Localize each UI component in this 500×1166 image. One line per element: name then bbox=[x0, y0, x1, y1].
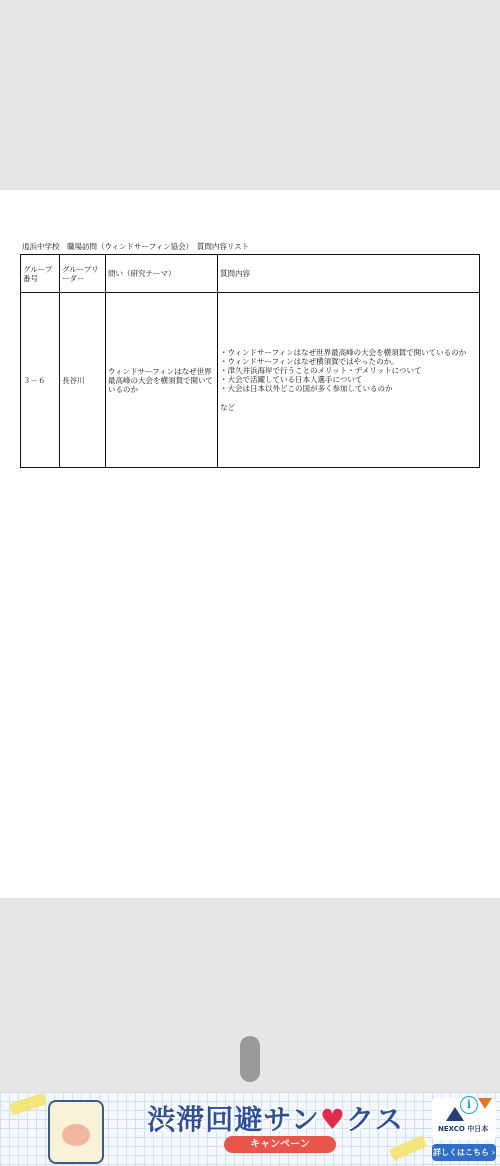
header-group-leader: グループリーダー bbox=[60, 255, 106, 293]
cell-group-number: ３－６ bbox=[21, 293, 60, 468]
question-item: ・大会で活躍している日本人選手について bbox=[220, 375, 363, 385]
cell-questions bbox=[218, 293, 480, 468]
document-page bbox=[0, 190, 500, 898]
tape-decoration bbox=[389, 1135, 427, 1161]
question-item: ・ウィンドサーフィンはなぜ横須賀ではやったのか。 bbox=[220, 356, 399, 366]
header-research-theme: 問い（研究テーマ） bbox=[106, 255, 218, 293]
top-gray-area bbox=[0, 0, 500, 190]
questions-note: など bbox=[220, 403, 235, 413]
heart-icon: ♥ bbox=[319, 1103, 346, 1136]
ad-headline-text-2: クス bbox=[345, 1103, 404, 1136]
ad-choices-icon[interactable] bbox=[478, 1098, 492, 1109]
cell-leader: 長谷川 bbox=[60, 293, 106, 468]
cell-research-theme: ウィンドサーフィンはなぜ世界最高峰の大会を横須賀で開いているのか bbox=[106, 293, 218, 468]
question-item: ・大会は日本以外どこの国が多く参加しているのか bbox=[220, 384, 393, 394]
question-item: ・ウィンドサーフィンはなぜ世界最高峰の大会を横須賀で開いているのか bbox=[220, 347, 467, 357]
ad-cta-button[interactable]: 詳しくはこちら › bbox=[432, 1144, 496, 1161]
ad-headline-text-1: 渋滞回避サン bbox=[147, 1103, 320, 1136]
ad-headline bbox=[128, 1098, 423, 1138]
question-item: ・津久井浜海岸で行うことのメリット・デメリットについて bbox=[220, 365, 422, 375]
question-list bbox=[220, 348, 477, 394]
tape-decoration bbox=[9, 1093, 47, 1116]
table-header-row bbox=[21, 255, 480, 293]
header-questions: 質問内容 bbox=[218, 255, 480, 293]
info-icon[interactable]: i bbox=[460, 1096, 478, 1114]
question-table bbox=[20, 254, 480, 468]
ad-banner[interactable] bbox=[0, 1092, 500, 1166]
table-row bbox=[21, 293, 480, 468]
document-title: 逍浜中学校 職場訪問（ウィンドサーフィン協会） 質問内容リスト bbox=[22, 242, 250, 251]
brand-name: NEXCO 中日本 bbox=[438, 1125, 489, 1133]
campaign-badge: キャンペーン bbox=[224, 1136, 336, 1153]
scroll-handle[interactable] bbox=[240, 1036, 260, 1082]
header-group-number: グループ番号 bbox=[21, 255, 60, 293]
phone-illustration bbox=[48, 1100, 104, 1164]
